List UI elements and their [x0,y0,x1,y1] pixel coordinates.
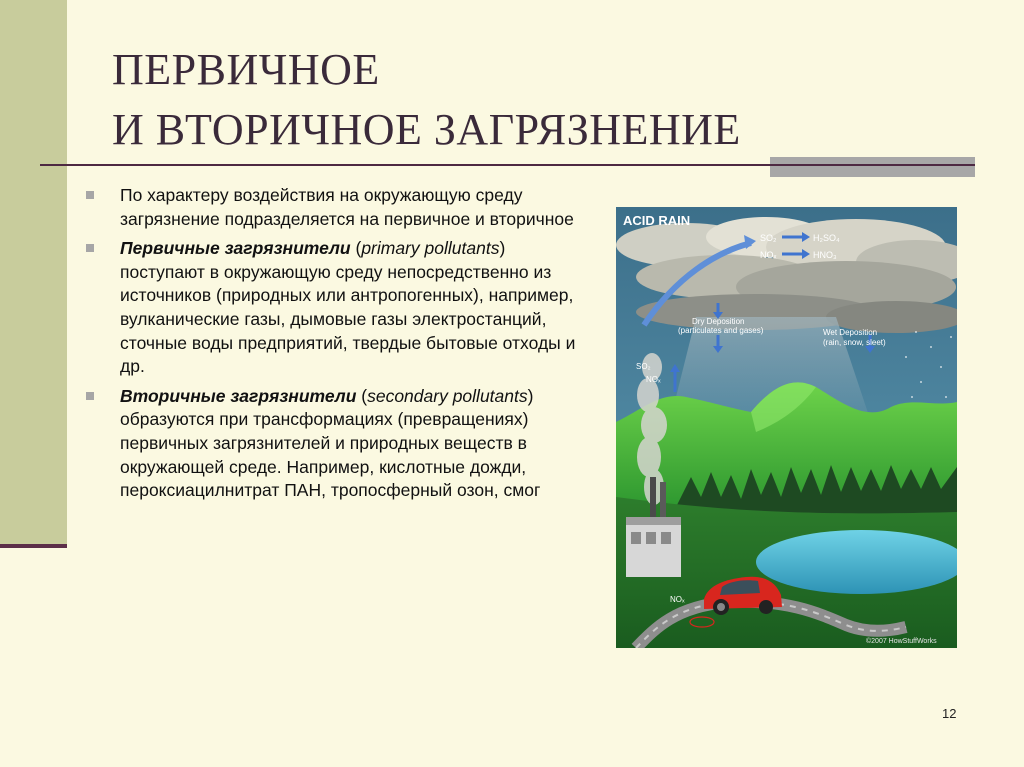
title-rule [40,164,975,166]
label-nox-car: NOₓ [670,595,685,604]
label-wet-deposition: Wet Deposition [823,328,878,337]
label-so2-top: SO₂ [760,233,777,243]
bullet-paren: ( [350,238,362,259]
page-number: 12 [942,706,957,721]
square-bullet-icon [86,392,94,400]
slide-title-line-2: И ВТОРИЧНОЕ ЗАГРЯЗНЕНИЕ [112,105,741,154]
label-nox-top: NOₓ [760,250,777,260]
label-so2-left: SO₂ [636,362,651,371]
label-dry-deposition: Dry Deposition [692,317,745,326]
bullet-text: ) образуются при трансформациях (превращениях) первичных загрязнителей и природных веществ в окружающей среде. Например, кислотные дожди, пероксиацилнитрат ПАН, тропосферный озон, смог [120,385,541,501]
figure-copyright: ©2007 HowStuffWorks [866,638,937,645]
bullet-text: По характеру воздействия на окружающую среду загрязнение подразделяется на первичное и вторичное [120,185,574,229]
acid-rain-illustration [616,207,957,648]
bullet-english-term: secondary pollutants [367,385,528,406]
label-wet-detail: (rain, snow, sleet) [823,338,886,347]
label-h2so4: H₂SO₄ [813,233,840,243]
title-rule-accent [770,157,975,177]
bullet-item-2 [86,237,586,379]
slide-title [112,40,912,160]
bullet-english-term: primary pollutants [361,238,500,259]
bullet-list [86,184,586,509]
bullet-paren: ( [356,385,368,406]
slide-title-line-1: ПЕРВИЧНОЕ [112,45,380,94]
cloud-band [616,217,957,333]
figure-heading: ACID RAIN [623,213,691,228]
square-bullet-icon [86,191,94,199]
left-decor-bar [0,0,67,545]
label-nox-left: NOₓ [646,375,661,384]
label-hno3: HNO₃ [813,250,837,260]
lake [756,530,957,594]
label-dry-detail: (particulates and gases) [678,326,764,335]
bullet-term: Вторичные загрязнители [120,385,357,406]
left-decor-bar-underline [0,544,67,548]
bullet-item-3 [86,385,586,503]
bullet-term: Первичные загрязнители [120,238,351,259]
square-bullet-icon [86,244,94,252]
bullet-item-1 [86,184,586,231]
bullet-text: ) поступают в окружающую среду непосредственно из источников (природных или антропогенных), например, вулканические газы, дымовые газы электростанций, сточные воды предприятий, твердые бытовые отходы и др. [120,238,576,377]
